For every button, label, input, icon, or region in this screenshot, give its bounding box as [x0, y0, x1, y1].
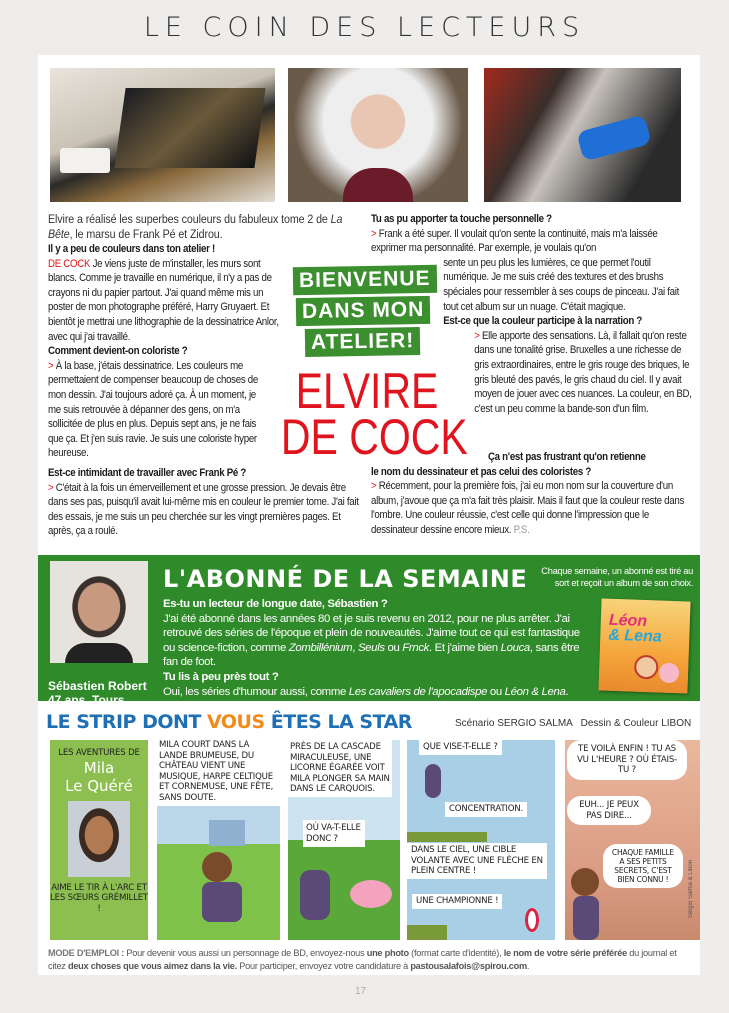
question-5: Est-ce que la couleur participe à la narration ? — [443, 315, 643, 328]
question-6b: le nom du dessinateur et pas celui des coloristes ? — [371, 465, 592, 478]
answer-5: > Elle apporte des sensations. Là, il fallait qu'on reste dans une tonalité grise. Bruxelles a une richesse de gris extraordinaires, entre le gris rouge des briques, le gris bleuté des pavés, le gris chaud du ciel. Il y avait moyen de jouer avec ces nuances. La couleur, en BD, c'est un peu comme la bande-son d'un film. — [474, 329, 692, 415]
subscriber-section — [38, 555, 700, 713]
strip-panel-5 — [565, 740, 700, 940]
artist-name — [280, 363, 468, 465]
instructions: MODE D'EMPLOI : Pour devenir vous aussi un personnage de BD, envoyez-nous une photo (format carte d'identité), le nom de votre série préférée du journal et citez deux choses que vous aimez dans la vie. Pour participer, envoyez votre candidature à pastousalafois@spirou.com. — [48, 948, 677, 971]
question-3: Est-ce intimidant de travailler avec Frank Pé ? — [48, 467, 247, 479]
strip-credits: Scénario SERGIO SALMA Dessin & Couleur LIBON — [455, 718, 692, 729]
banner-line: DANS MON — [296, 296, 431, 326]
mila-character — [202, 852, 232, 882]
drawing-tablet-photo — [484, 68, 681, 202]
book-title: Léon & Lena — [608, 611, 662, 646]
unicorn — [350, 880, 392, 908]
studio-desk-photo — [50, 68, 275, 202]
caption: QUE VISE-T-ELLE ? — [419, 740, 502, 755]
question-6a: Ça n'est pas frustrant qu'on retienne — [487, 451, 646, 463]
strip-panel-4 — [407, 740, 555, 940]
caption: CONCENTRATION. — [445, 802, 527, 817]
caption: OÙ VA-T-ELLE DONC ? — [303, 820, 365, 847]
question-4: Tu as pu apporter ta touche personnelle ? — [371, 213, 552, 225]
subscriber-a2: Oui, les séries d'humour aussi, comme Les cavaliers de l'apocadispe ou Léon & Lena. J'aime bien ce contraste entre le dessin mignon et les scénarios trash. — [163, 685, 569, 713]
caption: PRÈS DE LA CASCADE MIRACULEUSE, UNE LICORNE ÉGARÉE VOIT MILA PLONGER SA MAIN DANS LE CARQUOIS. — [288, 740, 392, 797]
star-name: Mila Le Quéré — [65, 758, 133, 795]
ground — [407, 925, 447, 940]
subscriber-name: Sébastien Robert — [48, 679, 147, 693]
question-1: Il y a peu de couleurs dans ton atelier ! — [48, 243, 215, 255]
subscriber-interview — [163, 597, 591, 714]
subscriber-a1: J'ai été abonné dans les années 80 et je suis revenu en 2012, pour ne plus arrêter. J'ai retrouvé des séries de l'époque et plein de nouveautés. J'aime tout ce qui est fantastique ou science-fiction, comme Zombillénium, Seuls ou Frnck. Et j'aime bien Louca, sans être fan de foot. — [163, 612, 580, 669]
speech-bubble: TE VOILÀ ENFIN ! TU AS VU L'HEURE ? OÙ ÉTAIS-TU ? — [567, 740, 687, 780]
target — [525, 908, 539, 932]
castle — [209, 820, 245, 846]
banner-line: BIENVENUE — [293, 265, 437, 296]
strip-panel-2 — [157, 740, 280, 940]
subscriber-q2: Tu lis à peu près tout ? — [163, 670, 279, 683]
answer-4-end: sente un peu plus les lumières, ce que permet l'outil numérique. Je me suis créé des textures et des brushs spéciales pour ressembler à ses coups de pinceau. J'ai fait tout cet album sur un nuage. C'était magique. — [443, 256, 680, 313]
email-link[interactable]: pastousalafois@spirou.com — [410, 960, 527, 971]
artist-signature: Sergio Salma & Libon — [688, 860, 694, 919]
page-title: LE COIN DES LECTEURS — [143, 12, 586, 43]
answer-3: > C'était à la fois un émerveillement et une grosse pression. Je devais être dans ses pas, puisqu'il avait lui-même mis en couleur le premier tome. J'ai fait des essais, je me suis un peu cherchée sur les vingt premières pages. Et après, ça a roulé. — [48, 481, 359, 538]
subscriber-title: L'ABONNÉ DE LA SEMAINE — [163, 565, 528, 593]
subscriber-photo — [50, 561, 148, 663]
page-number: 17 — [355, 986, 367, 997]
strip-panel-1 — [50, 740, 148, 940]
cliff — [407, 832, 487, 842]
welcome-banner — [293, 266, 433, 359]
answer-4-start: > Frank a été super. Il voulait qu'on sente la continuité, mais m'a laissée exprimer ma personnalité. Par exemple, je voulais qu'on — [371, 227, 658, 255]
strip-title: LE STRIP DONT VOUS ÊTES LA STAR — [46, 711, 412, 733]
elvire-portrait-photo — [288, 68, 468, 202]
article-left-column-bottom — [48, 466, 360, 539]
star-photo — [68, 801, 130, 877]
mila-character — [300, 870, 330, 920]
question-2: Comment devient-on coloriste ? — [48, 345, 188, 358]
mila-character — [571, 868, 599, 896]
mila-body — [202, 882, 242, 922]
name-line: DE COCK — [280, 409, 468, 465]
speech-bubble: EUH... JE PEUX PAS DIRE... — [567, 796, 651, 825]
name-line: ELVIRE — [295, 363, 439, 419]
caption: LES AVENTURES DE — [58, 748, 140, 758]
speech-bubble: CHAQUE FAMILLE A SES PETITS SECRETS, C'EST BIEN CONNU ! — [603, 844, 683, 888]
mila-body — [573, 896, 599, 940]
archer-character — [425, 764, 441, 798]
caption: DANS LE CIEL, UNE CIBLE VOLANTE AVEC UNE FLÈCHE EN PLEIN CENTRE ! — [407, 843, 547, 879]
caption: UNE CHAMPIONNE ! — [412, 894, 502, 909]
intro: Elvire a réalisé les superbes couleurs du fabuleux tome 2 de La Bête, le marsu de Frank Pé et Zidrou. — [48, 212, 343, 241]
subscriber-details: 47 ans, Tours — [48, 693, 125, 707]
banner-line: ATELIER! — [305, 327, 421, 357]
caption: AIME LE TIR À L'ARC ET LES SŒURS GRÉMILLET ! — [50, 882, 148, 914]
caption: MILA COURT DANS LA LANDE BRUMEUSE, DU CHÂTEAU VIENT UNE MUSIQUE, HARPE CELTIQUE ET CORNEMUSE, UNE FÊTE, SANS DOUTE. — [159, 740, 274, 803]
answer-2: > À la base, j'étais dessinatrice. Les couleurs me permettaient de compenser beaucoup de choses de mon dessin. J'ai toujours adoré ça. À un moment, je me suis retrouvée à dépanner des gens, on m'a sollicitée de plus en plus. Depuis sept ans, je ne fais que ça. Et j'en suis ravie. Je suis une coloriste hyper heureuse. — [48, 359, 259, 460]
subscriber-info — [48, 679, 147, 707]
book-cover — [598, 598, 690, 693]
subscriber-q1: Es-tu un lecteur de longue date, Sébastien ? — [163, 598, 388, 610]
subscriber-note: Chaque semaine, un abonné est tiré au sort et reçoit un album de son choix. — [541, 566, 693, 588]
answer-1: DE COCK Je viens juste de m'installer, les murs sont blancs. Comme je travaille en numérique, il n'y a pas de crayons ni du papier partout. J'ai quand même mis un poster de mon photographe préféré, Harry Gruyaert. Et bientôt je mettrai une lithographie de la dessinatrice Anlor, avec qui j'ai travaillé. — [48, 257, 279, 343]
strip-panel-3 — [288, 740, 400, 940]
answer-6: > Récemment, pour la première fois, j'ai eu mon nom sur la couverture d'un album, j'avoue que ça m'a fait très plaisir. Mais il faut que la couleur reste dans l'ombre. Une couleur réussie, c'est celle qui donne l'impression que le dessinateur dessine encore mieux. P.S. — [371, 480, 685, 536]
